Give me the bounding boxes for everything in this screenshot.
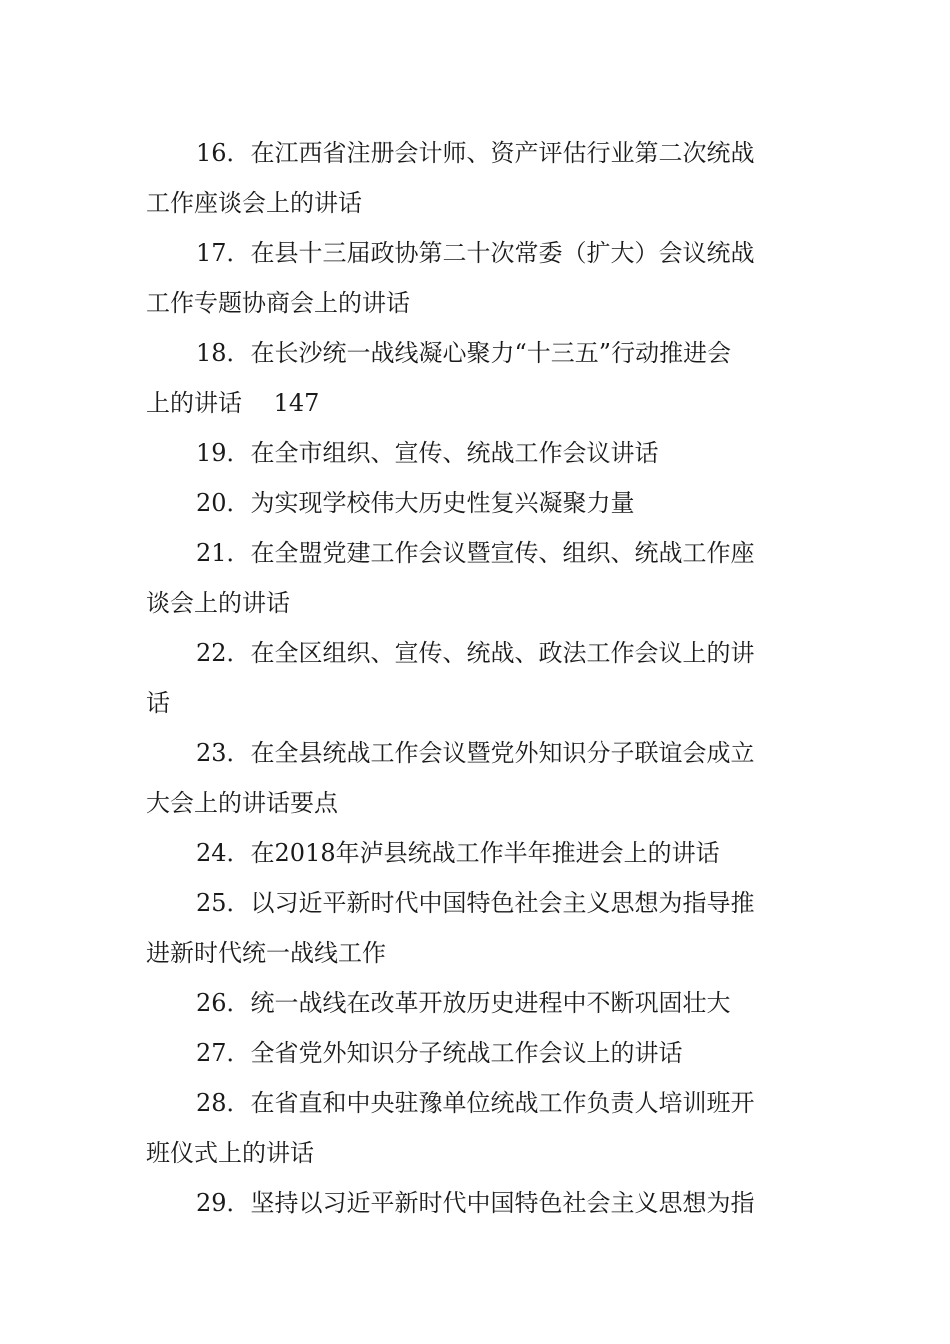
- text-line: 28．在省直和中央驻豫单位统战工作负责人培训班开: [196, 1089, 755, 1117]
- text-line: 18．在长沙统一战线凝心聚力“十三五”行动推进会: [196, 339, 732, 367]
- text-line: 进新时代统一战线工作: [146, 939, 386, 967]
- text-line: 29．坚持以习近平新时代中国特色社会主义思想为指: [196, 1189, 755, 1217]
- text-line: 班仪式上的讲话: [146, 1139, 314, 1167]
- text-line: 话: [146, 689, 170, 717]
- text-line: 25．以习近平新时代中国特色社会主义思想为指导推: [196, 889, 755, 917]
- text-line: 24．在2018年泸县统战工作半年推进会上的讲话: [196, 839, 720, 867]
- text-line: 大会上的讲话要点: [146, 789, 338, 817]
- text-line: 26．统一战线在改革开放历史进程中不断巩固壮大: [196, 989, 731, 1017]
- document-body: [146, 128, 810, 1228]
- text-line: 上的讲话 147: [146, 389, 320, 417]
- text-line: 16．在江西省注册会计师、资产评估行业第二次统战: [196, 139, 755, 167]
- text-line: 谈会上的讲话: [146, 589, 290, 617]
- text-line: 工作座谈会上的讲话: [146, 189, 362, 217]
- text-line: 22．在全区组织、宣传、统战、政法工作会议上的讲: [196, 639, 755, 667]
- text-line: 27．全省党外知识分子统战工作会议上的讲话: [196, 1039, 683, 1067]
- text-line: 23．在全县统战工作会议暨党外知识分子联谊会成立: [196, 739, 755, 767]
- text-line: 20．为实现学校伟大历史性复兴凝聚力量: [196, 489, 635, 517]
- text-line: 工作专题协商会上的讲话: [146, 289, 410, 317]
- text-line: 17．在县十三届政协第二十次常委（扩大）会议统战: [196, 239, 755, 267]
- text-line: 19．在全市组织、宣传、统战工作会议讲话: [196, 439, 659, 467]
- text-line: 21．在全盟党建工作会议暨宣传、组织、统战工作座: [196, 539, 755, 567]
